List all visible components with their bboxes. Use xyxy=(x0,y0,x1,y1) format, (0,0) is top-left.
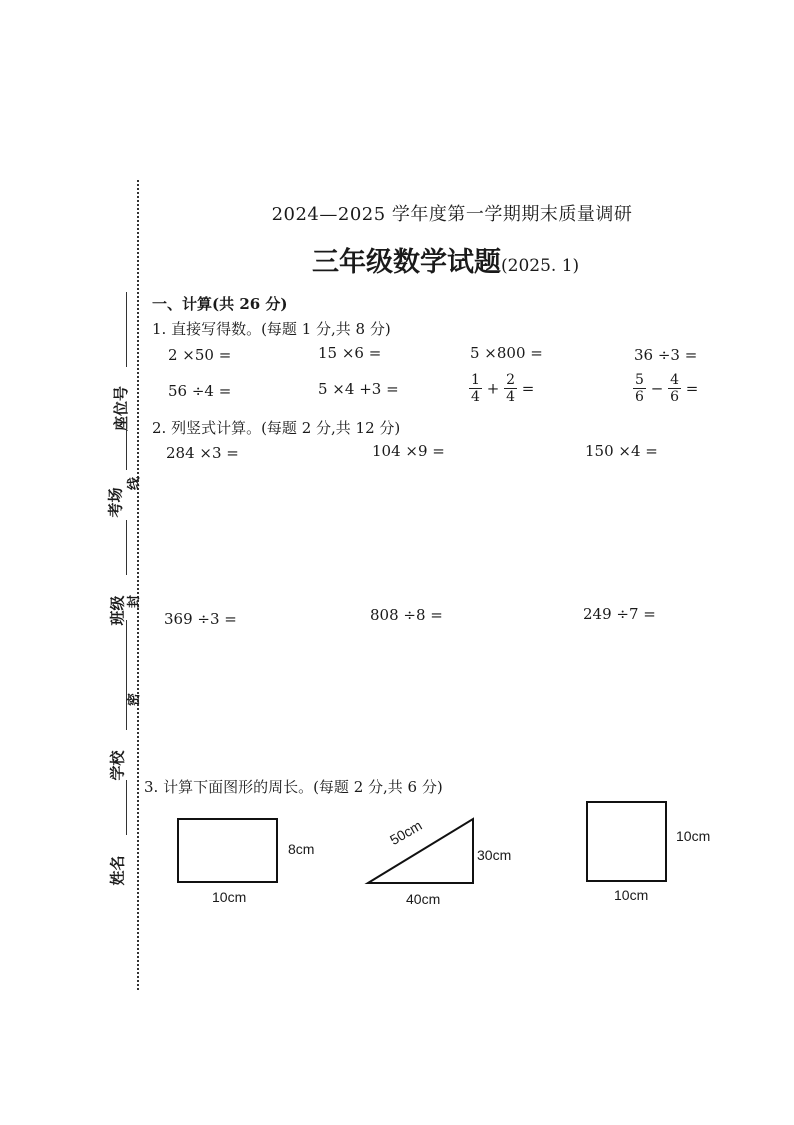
fraction: $\frac{5}{6}$ xyxy=(635,372,644,406)
vertical-problem: 150 ×4 = xyxy=(585,442,658,460)
question-2-title: 2. 列竖式计算。(每题 2 分,共 12 分) xyxy=(152,419,401,437)
class-label: 班级 xyxy=(108,595,127,626)
exam-subtitle: 2024—2025 学年度第一学期期末质量调研 xyxy=(271,204,633,225)
name-label: 姓名 xyxy=(108,855,127,886)
exam-title: 三年级数学试题 xyxy=(312,247,501,278)
rectangle-shape xyxy=(178,819,277,882)
secret-mark: 密 xyxy=(127,692,143,707)
rectangle-height-label: 8cm xyxy=(288,841,315,857)
oral-problem: 56 ÷4 = xyxy=(168,382,232,400)
question-1-title: 1. 直接写得数。(每题 1 分,共 8 分) xyxy=(152,320,391,338)
rectangle-width-label: 10cm xyxy=(212,889,247,905)
seat-number-label: 座位号 xyxy=(112,385,131,432)
square-shape xyxy=(587,802,666,881)
triangle-hypotenuse-label: 50cm xyxy=(387,817,425,848)
square-width-label: 10cm xyxy=(614,887,649,903)
exam-date: (2025. 1) xyxy=(501,256,580,276)
vertical-problem: 284 ×3 = xyxy=(166,444,239,462)
school-label: 学校 xyxy=(108,750,127,781)
vertical-problem: 249 ÷7 = xyxy=(583,605,656,623)
oral-problem: 36 ÷3 = xyxy=(634,346,698,364)
seal-mark: 封 xyxy=(127,594,143,609)
oral-problem: 2 ×50 = xyxy=(168,346,232,364)
vertical-problem: 369 ÷3 = xyxy=(164,610,237,628)
fraction: $\frac{2}{4}$ xyxy=(506,372,515,406)
fraction-problem: $\frac{5}{6}$ − $\frac{4}{6}$ = xyxy=(635,372,699,406)
oral-problem: 5 ×800 = xyxy=(470,344,543,362)
triangle-base-label: 40cm xyxy=(406,891,441,907)
fraction: $\frac{4}{6}$ xyxy=(670,372,679,406)
line-mark: 线 xyxy=(127,476,143,491)
oral-problem: 15 ×6 = xyxy=(318,344,382,362)
fraction: $\frac{1}{4}$ xyxy=(471,372,480,406)
oral-problem: 5 ×4 +3 = xyxy=(318,380,399,398)
fraction-problem: $\frac{1}{4}$ + $\frac{2}{4}$ = xyxy=(471,372,535,406)
question-3-title: 3. 计算下面图形的周长。(每题 2 分,共 6 分) xyxy=(144,778,443,796)
vertical-problem: 104 ×9 = xyxy=(372,442,445,460)
vertical-problem: 808 ÷8 = xyxy=(370,606,443,624)
triangle-height-label: 30cm xyxy=(477,847,512,863)
section-1-title: 一、计算(共 26 分) xyxy=(152,295,288,313)
exam-room-label: 考场 xyxy=(106,487,125,518)
square-height-label: 10cm xyxy=(676,828,711,844)
